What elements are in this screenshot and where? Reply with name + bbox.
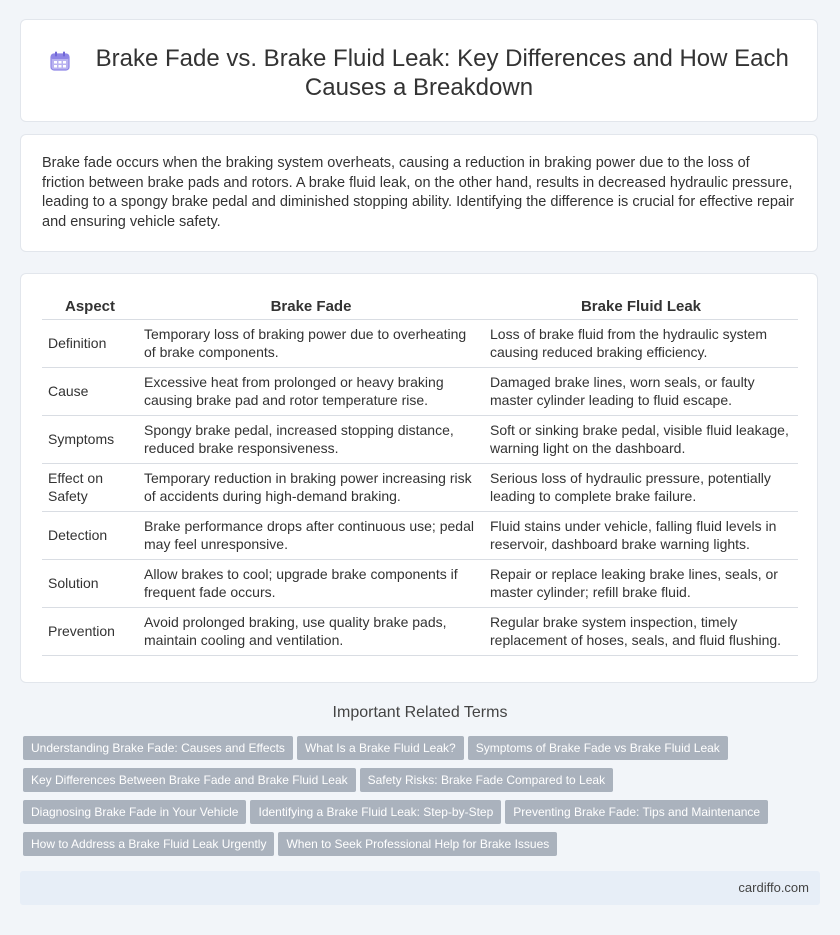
- aspect-cell: Detection: [42, 512, 138, 560]
- related-term-link[interactable]: Diagnosing Brake Fade in Your Vehicle: [23, 800, 246, 824]
- table-row: [42, 320, 798, 368]
- related-term-link[interactable]: What Is a Brake Fluid Leak?: [297, 736, 464, 760]
- fluid-leak-cell: Fluid stains under vehicle, falling fluid levels in reservoir, dashboard brake warning lights.: [484, 512, 798, 560]
- aspect-cell: Cause: [42, 368, 138, 416]
- header-aspect: Aspect: [42, 294, 138, 320]
- brake-fade-cell: Excessive heat from prolonged or heavy braking causing brake pad and rotor temperature rise.: [138, 368, 484, 416]
- related-terms-list: [23, 736, 803, 864]
- footer-bar: [20, 871, 820, 905]
- related-term-link[interactable]: Symptoms of Brake Fade vs Brake Fluid Leak: [468, 736, 728, 760]
- header-brake-fluid-leak: Brake Fluid Leak: [484, 294, 798, 320]
- brake-fade-cell: Allow brakes to cool; upgrade brake components if frequent fade occurs.: [138, 560, 484, 608]
- table-row: [42, 608, 798, 656]
- fluid-leak-cell: Loss of brake fluid from the hydraulic system causing reduced braking efficiency.: [484, 320, 798, 368]
- brake-fade-cell: Avoid prolonged braking, use quality brake pads, maintain cooling and ventilation.: [138, 608, 484, 656]
- fluid-leak-cell: Repair or replace leaking brake lines, seals, or master cylinder; refill brake fluid.: [484, 560, 798, 608]
- table-row: [42, 464, 798, 512]
- comparison-table: [42, 294, 798, 656]
- related-term-link[interactable]: Identifying a Brake Fluid Leak: Step-by-Step: [250, 800, 501, 824]
- calendar-icon: [49, 50, 71, 72]
- brake-fade-cell: Brake performance drops after continuous use; pedal may feel unresponsive.: [138, 512, 484, 560]
- related-term-link[interactable]: Key Differences Between Brake Fade and Brake Fluid Leak: [23, 768, 356, 792]
- table-header-row: [42, 294, 798, 320]
- related-term-link[interactable]: How to Address a Brake Fluid Leak Urgently: [23, 832, 274, 856]
- related-term-link[interactable]: When to Seek Professional Help for Brake Issues: [278, 832, 557, 856]
- header-brake-fade: Brake Fade: [138, 294, 484, 320]
- aspect-cell: Solution: [42, 560, 138, 608]
- comparison-card: [20, 273, 818, 683]
- brake-fade-cell: Spongy brake pedal, increased stopping distance, reduced brake responsiveness.: [138, 416, 484, 464]
- footer-site-link[interactable]: cardiffo.com: [738, 880, 809, 895]
- related-term-link[interactable]: Understanding Brake Fade: Causes and Effects: [23, 736, 293, 760]
- table-row: [42, 560, 798, 608]
- related-terms-heading: Important Related Terms: [332, 704, 508, 721]
- aspect-cell: Effect on Safety: [42, 464, 138, 512]
- aspect-cell: Prevention: [42, 608, 138, 656]
- table-row: [42, 416, 798, 464]
- page-title: Brake Fade vs. Brake Fluid Leak: Key Differences and How Each Causes a Breakdown: [95, 45, 789, 101]
- aspect-cell: Symptoms: [42, 416, 138, 464]
- aspect-cell: Definition: [42, 320, 138, 368]
- fluid-leak-cell: Soft or sinking brake pedal, visible fluid leakage, warning light on the dashboard.: [484, 416, 798, 464]
- fluid-leak-cell: Regular brake system inspection, timely replacement of hoses, seals, and fluid flushing.: [484, 608, 798, 656]
- fluid-leak-cell: Damaged brake lines, worn seals, or faulty master cylinder leading to fluid escape.: [484, 368, 798, 416]
- related-term-link[interactable]: Preventing Brake Fade: Tips and Maintenance: [505, 800, 768, 824]
- title-card: [20, 19, 818, 122]
- title-wrap: [21, 44, 817, 102]
- brake-fade-cell: Temporary reduction in braking power increasing risk of accidents during high-demand braking.: [138, 464, 484, 512]
- brake-fade-cell: Temporary loss of braking power due to overheating of brake components.: [138, 320, 484, 368]
- intro-paragraph: Brake fade occurs when the braking system overheats, causing a reduction in braking power due to the loss of friction between brake pads and rotors. A brake fluid leak, on the other hand, results in decreased hydraulic pressure, leading to a spongy brake pedal and diminished stopping ability. Identifying the difference is crucial for effective repair and ensuring vehicle safety.: [42, 155, 795, 230]
- fluid-leak-cell: Serious loss of hydraulic pressure, potentially leading to complete brake failure.: [484, 464, 798, 512]
- related-term-link[interactable]: Safety Risks: Brake Fade Compared to Leak: [360, 768, 613, 792]
- table-row: [42, 368, 798, 416]
- intro-card: [20, 134, 818, 252]
- table-row: [42, 512, 798, 560]
